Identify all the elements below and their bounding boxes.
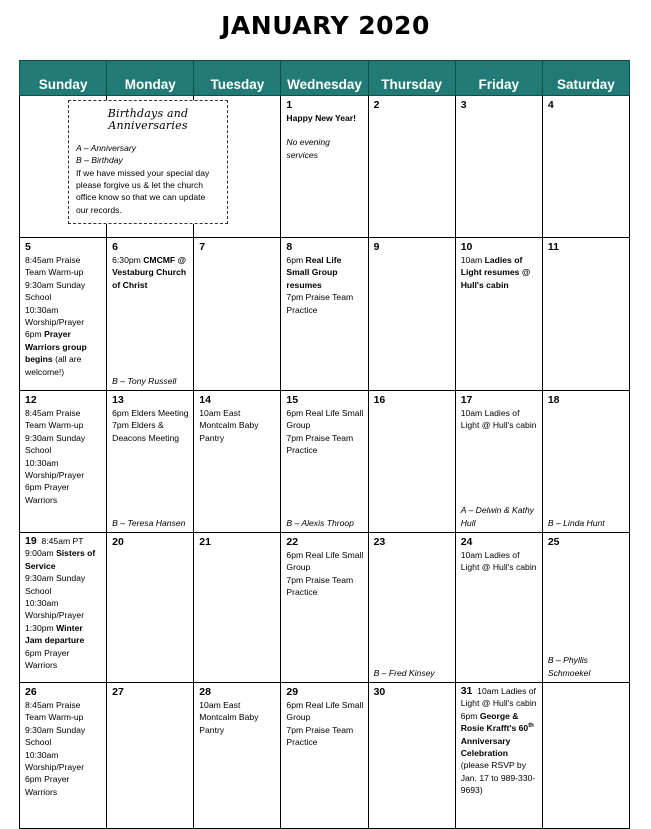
day-number: 6: [112, 241, 118, 253]
legend-birthday: B – Birthday: [76, 155, 123, 166]
event-text: 8:45am Praise Team Warm-up: [25, 408, 84, 431]
event-text: 10:30am Worship/Prayer: [25, 304, 85, 328]
day-number: 26: [25, 686, 37, 698]
birthdays-anniversaries-box: [68, 100, 228, 224]
day-cell-16: [368, 391, 455, 533]
event-text: 10:30am Worship/Prayer: [25, 598, 85, 621]
event-text: 6pm Prayer Warriors group begins (all are welcome!): [25, 329, 87, 377]
anniversary-note: A – Delwin & Kathy Hull: [460, 505, 534, 528]
week-row-2: [20, 238, 630, 391]
day-cell-28: [194, 683, 281, 829]
day-cell-26: [20, 683, 107, 829]
day-cell-15: [281, 391, 368, 533]
day-cell-21: [194, 533, 281, 683]
event-text: 6:30pm CMCMF @ Vestaburg Church of Christ: [112, 255, 187, 290]
day-cell-13: [107, 391, 194, 533]
day-number: 9: [373, 241, 380, 253]
day-cell-23: [368, 533, 455, 683]
day-cell-2: [368, 96, 455, 238]
day-cell-30: [368, 683, 455, 829]
day-cell-4: [542, 96, 629, 238]
day-number: 18: [547, 394, 560, 406]
day-number: 5: [25, 241, 31, 253]
day-number: 4: [547, 99, 554, 111]
birthdays-heading: Birthdays and Anniversaries: [107, 107, 189, 133]
event-text: 19 8:45am PT: [25, 535, 84, 547]
week-row-3: [20, 391, 630, 533]
birthday-note: B – Tony Russell: [112, 375, 177, 386]
day-cell-19: [20, 533, 107, 683]
day-cell-22: [281, 533, 368, 683]
event-text: 10am East Montcalm Baby Pantry: [199, 408, 259, 443]
event-text: 8:45am Praise Team Warm-up: [25, 255, 84, 278]
day-number: 28: [199, 686, 211, 698]
week-row-5: [20, 683, 630, 829]
day-number: 15: [286, 394, 299, 406]
day-number: 29: [286, 686, 299, 698]
day-number: 17: [460, 394, 473, 406]
birthday-note: B – Fred Kinsey: [373, 667, 435, 678]
day-number: 11: [547, 241, 559, 253]
day-number: 20: [112, 536, 124, 548]
weekday-saturday: Saturday: [542, 61, 629, 96]
day-cell-10: [455, 238, 542, 391]
day-number: 16: [373, 394, 386, 406]
event-text: 6pm Real Life Small Group: [286, 550, 364, 573]
day-cell-25: [542, 533, 629, 683]
event-text: 9:30am Sunday School: [25, 432, 86, 456]
day-cell-24: [455, 533, 542, 683]
day-cell-31: [455, 683, 542, 829]
day-cell-14: [194, 391, 281, 533]
day-cell-18: [542, 391, 629, 533]
day-number: 12: [25, 394, 37, 406]
day-number: 7: [199, 241, 206, 253]
day-number: 30: [373, 686, 386, 698]
event-text: 6pm Elders Meeting: [112, 408, 189, 418]
week-row-4: [20, 533, 630, 683]
weekday-monday: Monday: [107, 61, 194, 96]
event-text: 6pm Prayer Warriors: [25, 774, 70, 797]
day-cell-17: [455, 391, 542, 533]
day-cell-12: [20, 391, 107, 533]
event-text: 10am East Montcalm Baby Pantry: [199, 700, 259, 735]
event-text: (please RSVP by Jan. 17 to 989-330-9693): [460, 760, 536, 796]
day-cell-29: [281, 683, 368, 829]
day-number: 27: [112, 686, 124, 698]
legend-anniversary: A – Anniversary: [76, 142, 137, 153]
day-number: 14: [199, 394, 211, 406]
event-text: 6pm Prayer Warriors: [25, 647, 70, 671]
event-text: 9:30am Sunday School: [25, 573, 86, 596]
day-number: 13: [112, 394, 124, 406]
event-text: 1:30pm Winter Jam departure: [25, 622, 85, 646]
event-text: Happy New Year!: [286, 113, 356, 123]
event-text: 10:30am Worship/Prayer: [25, 457, 85, 481]
weekday-wednesday: Wednesday: [281, 61, 368, 96]
day-cell-27: [107, 683, 194, 829]
birthday-note: B – Teresa Hansen: [112, 517, 186, 528]
day-number: 8: [286, 241, 293, 253]
day-cell-8: [281, 238, 368, 391]
empty-day-cell: [542, 683, 629, 829]
weekday-thursday: Thursday: [368, 61, 455, 96]
day-cell-7: [194, 238, 281, 391]
day-cell-11: [542, 238, 629, 391]
day-number: 24: [460, 536, 473, 548]
day-number: 10: [460, 241, 473, 253]
day-number: 19: [25, 535, 37, 547]
day-number: 2: [373, 99, 380, 111]
event-text: 6pm Real Life Small Group resumes: [286, 255, 342, 290]
weekday-header-row: [20, 61, 630, 96]
event-text: 31 10am Ladies of Light @ Hull's cabin: [460, 685, 537, 709]
day-number: 25: [547, 536, 560, 548]
event-text: 6pm Real Life Small Group: [286, 408, 364, 431]
event-text: 7pm Praise Team Practice: [286, 724, 354, 748]
event-text: 6pm George & Rosie Krafft's 60th Anniversary Celebration: [460, 710, 534, 759]
weekday-tuesday: Tuesday: [194, 61, 281, 96]
event-text: 6pm Real Life Small Group: [286, 700, 364, 723]
day-number: 3: [460, 99, 467, 111]
page-title: JANUARY 2020: [221, 11, 430, 40]
event-text: 9:00am Sisters of Service: [25, 548, 96, 571]
birthday-note: B – Alexis Throop: [286, 517, 354, 528]
day-cell-9: [368, 238, 455, 391]
day-cell-1: [281, 96, 368, 238]
weekday-sunday: Sunday: [20, 61, 107, 96]
birthday-box-note: If we have missed your special day please forgive us & let the church office know so that we can update our records.: [76, 167, 210, 215]
day-number: 21: [199, 536, 211, 548]
day-cell-6: [107, 238, 194, 391]
event-text: 10am Ladies of Light resumes @ Hull's cabin: [460, 255, 531, 290]
day-cell-3: [455, 96, 542, 238]
event-text: 9:30am Sunday School: [25, 724, 86, 748]
day-cell-20: [107, 533, 194, 683]
event-text: 7pm Praise Team Practice: [286, 292, 354, 315]
day-number: 22: [286, 536, 299, 548]
event-text: 8:45am Praise Team Warm-up: [25, 700, 84, 723]
event-text: 7pm Praise Team Practice: [286, 574, 354, 598]
event-text: 10am Ladies of Light @ Hull's cabin: [460, 550, 537, 573]
weekday-friday: Friday: [455, 61, 542, 96]
event-text: 6pm Prayer Warriors: [25, 482, 70, 505]
birthday-note: B – Linda Hunt: [547, 517, 605, 528]
event-text: 10am Ladies of Light @ Hull's cabin: [460, 408, 537, 431]
event-text: 10:30am Worship/Prayer: [25, 749, 85, 773]
birthday-note: B – Phyllis Schmoekel: [547, 655, 591, 678]
event-text: 7pm Praise Team Practice: [286, 432, 354, 456]
event-text: 7pm Elders & Deacons Meeting: [112, 420, 180, 443]
day-cell-5: [20, 238, 107, 391]
day-number: 23: [373, 536, 386, 548]
event-note: No evening services: [286, 137, 330, 160]
day-number: 31: [460, 685, 473, 697]
event-text: 9:30am Sunday School: [25, 279, 86, 303]
day-number: 1: [286, 99, 293, 111]
